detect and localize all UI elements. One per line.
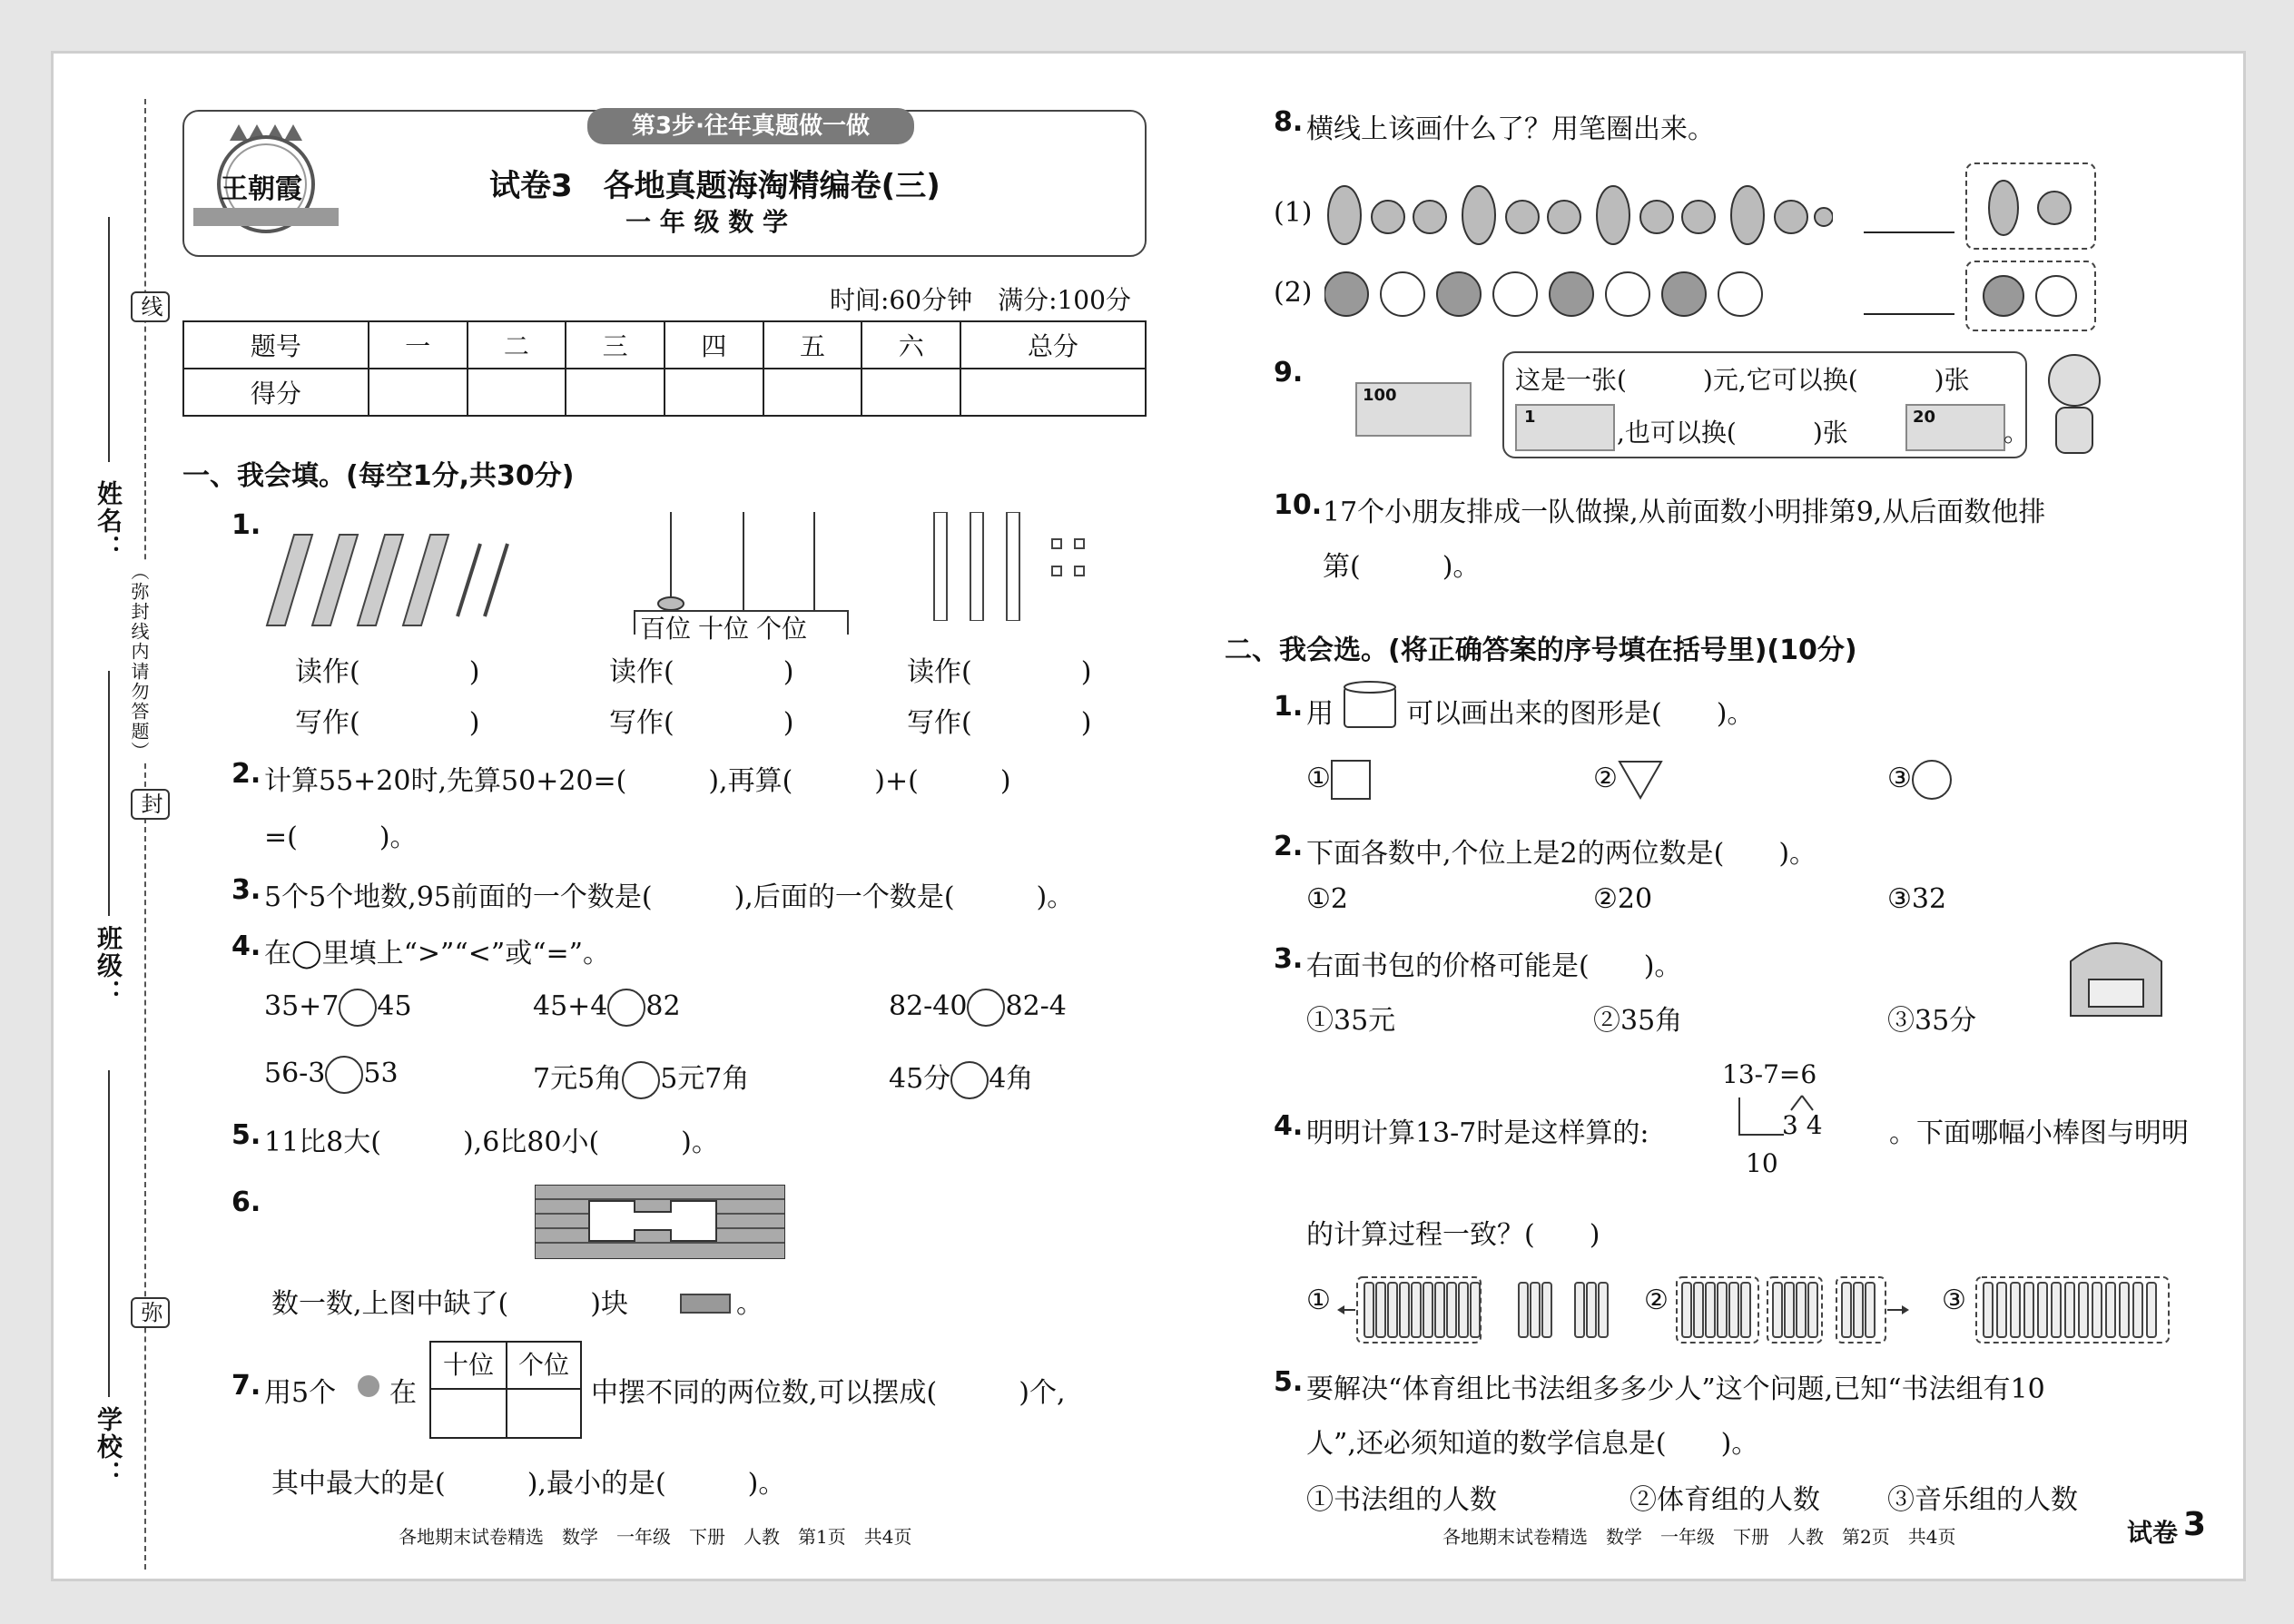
cylinder-image bbox=[1343, 680, 1397, 731]
q5-number: 5. bbox=[231, 1119, 261, 1151]
s4-equation: 13-7=6 bbox=[1722, 1059, 1817, 1089]
q8-2-options[interactable] bbox=[1965, 261, 2096, 331]
abacus-label-hundreds: 百位 bbox=[640, 614, 692, 644]
s3-option-2[interactable]: ②35角 bbox=[1593, 1005, 1683, 1037]
score-cell: 题号 bbox=[183, 321, 369, 369]
no-answer-note: （弥封线内请勿答题） bbox=[126, 562, 153, 762]
q6-text[interactable]: 数一数,上图中缺了( )块 bbox=[271, 1288, 628, 1320]
option-marker: ② bbox=[1593, 763, 1618, 794]
place-value-table[interactable] bbox=[429, 1341, 582, 1439]
place-value-ones: 个位 bbox=[507, 1343, 580, 1390]
sticks-figure-2 bbox=[1675, 1275, 1911, 1344]
q1-read-1[interactable]: 读作( ) bbox=[295, 656, 480, 688]
q8-1-blank[interactable] bbox=[1864, 231, 1954, 233]
girl-image bbox=[2038, 349, 2111, 458]
class-label: 班级： bbox=[94, 925, 123, 1007]
s5-line2[interactable]: 人”,还必须知道的数学信息是( )。 bbox=[1306, 1428, 1759, 1460]
bill-100 bbox=[1355, 382, 1472, 437]
s4-text-b: 。下面哪幅小棒图与明明 bbox=[1889, 1117, 2189, 1149]
compare-circle[interactable] bbox=[325, 1056, 363, 1094]
s1-text-a: 用 bbox=[1306, 698, 1334, 730]
fruit-pattern-image bbox=[1324, 166, 1833, 253]
cmp-right: 82-4 bbox=[1005, 990, 1067, 1022]
q7-text-d[interactable]: 其中最大的是( ),最小的是( )。 bbox=[271, 1468, 786, 1500]
s5-option-2[interactable]: ②体育组的人数 bbox=[1629, 1484, 1820, 1516]
triangle-shape bbox=[1618, 760, 1663, 800]
q6-end: 。 bbox=[736, 1288, 763, 1320]
q8-2-blank[interactable] bbox=[1864, 313, 1954, 315]
brick-icon bbox=[680, 1294, 731, 1314]
abacus-image bbox=[616, 507, 880, 644]
q9-line1[interactable]: 这是一张( )元,它可以换( )张 bbox=[1515, 365, 1970, 395]
compare-circle[interactable] bbox=[339, 989, 377, 1027]
q6-number: 6. bbox=[231, 1186, 261, 1218]
q9-number: 9. bbox=[1274, 357, 1304, 389]
s4-split-numbers: 3 4 bbox=[1782, 1110, 1823, 1140]
exam-sheet bbox=[51, 51, 2246, 1581]
q2-line2[interactable]: =( )。 bbox=[264, 822, 418, 853]
cmp-right: 4角 bbox=[989, 1063, 1034, 1095]
q1-write-3[interactable]: 写作( ) bbox=[907, 707, 1092, 739]
s2-number: 2. bbox=[1274, 831, 1304, 862]
cmp-right: 53 bbox=[363, 1058, 399, 1089]
q9-line3: 。 bbox=[2004, 418, 2030, 448]
q1-read-3[interactable]: 读作( ) bbox=[907, 656, 1092, 688]
school-bag-image bbox=[2062, 925, 2171, 1025]
s5-option-3[interactable]: ③音乐组的人数 bbox=[1887, 1484, 2078, 1516]
bill-20 bbox=[1905, 404, 2005, 451]
s2-option-2[interactable]: ②20 bbox=[1593, 883, 1653, 915]
score-input-cell[interactable] bbox=[763, 369, 862, 416]
sticks-figure-1 bbox=[1337, 1275, 1619, 1344]
cmp-right: 45 bbox=[377, 990, 412, 1022]
s1-option-2[interactable] bbox=[1593, 760, 1663, 800]
circle-shape bbox=[1912, 760, 1952, 800]
score-cell: 四 bbox=[665, 321, 763, 369]
exam-subtitle: 一 年 级 数 学 bbox=[625, 207, 788, 237]
score-cell: 二 bbox=[468, 321, 566, 369]
q10-number: 10. bbox=[1274, 489, 1323, 521]
place-value-divider bbox=[506, 1388, 507, 1437]
s4-option-1[interactable]: ① bbox=[1306, 1284, 1331, 1316]
place-value-tens: 十位 bbox=[431, 1343, 507, 1390]
cmp-left: 45分 bbox=[889, 1063, 951, 1095]
cmp-item bbox=[264, 989, 412, 1027]
s4-text-c[interactable]: 的计算过程一致？( ) bbox=[1306, 1219, 1600, 1251]
cmp-left: 56-3 bbox=[264, 1058, 326, 1089]
score-input-cell[interactable] bbox=[665, 369, 763, 416]
compare-circle[interactable] bbox=[950, 1061, 989, 1099]
page1-footer: 各地期末试卷精选 数学 一年级 下册 人教 第1页 共4页 bbox=[399, 1526, 912, 1548]
paper-label: 试卷 bbox=[2127, 1518, 2179, 1548]
q3-text[interactable]: 5个5个地数,95前面的一个数是( ),后面的一个数是( )。 bbox=[264, 881, 1075, 913]
s5-line1: 要解决“体育组比书法组多多少人”这个问题,已知“书法组有10 bbox=[1306, 1373, 2045, 1405]
abacus-label-ones: 个位 bbox=[756, 614, 808, 644]
s5-number: 5. bbox=[1274, 1366, 1304, 1398]
s4-split-lines bbox=[1784, 1094, 1820, 1112]
q1-number: 1. bbox=[231, 509, 261, 541]
s4-option-2[interactable]: ② bbox=[1644, 1284, 1669, 1316]
q4-text: 在◯里填上“>”“<”或“=”。 bbox=[264, 938, 611, 969]
q2-number: 2. bbox=[231, 758, 261, 790]
margin-line-mark: 线 bbox=[131, 291, 170, 322]
q10-line2[interactable]: 第( )。 bbox=[1323, 551, 1481, 583]
q7-number: 7. bbox=[231, 1370, 261, 1402]
s1-number: 1. bbox=[1274, 691, 1304, 723]
paper-number: 3 bbox=[2183, 1506, 2207, 1543]
cmp-item bbox=[889, 989, 1067, 1027]
s4-text-a: 明明计算13-7时是这样算的: bbox=[1306, 1117, 1649, 1149]
q2-line1[interactable]: 计算55+20时,先算50+20=( ),再算( )+( ) bbox=[264, 765, 1011, 797]
page2-footer: 各地期末试卷精选 数学 一年级 下册 人教 第2页 共4页 bbox=[1442, 1526, 1956, 1548]
bill-1-value: 1 bbox=[1524, 408, 1536, 427]
score-cell: 得分 bbox=[183, 369, 369, 416]
q7-text-c[interactable]: 中摆不同的两位数,可以摆成( )个, bbox=[591, 1377, 1066, 1409]
exam-title: 试卷3 各地真题海淘精编卷(三) bbox=[489, 168, 940, 204]
brick-wall-image bbox=[535, 1185, 785, 1259]
name-blank[interactable] bbox=[108, 217, 110, 462]
s4-ten: 10 bbox=[1746, 1148, 1778, 1178]
s2-text[interactable]: 下面各数中,个位上是2的两位数是( )。 bbox=[1306, 838, 1817, 870]
abacus-label-tens: 十位 bbox=[698, 614, 750, 644]
q9-line2[interactable]: ,也可以换( )张 bbox=[1617, 418, 1848, 448]
s3-number: 3. bbox=[1274, 943, 1304, 975]
stick-bundles-image bbox=[258, 526, 530, 635]
cmp-item bbox=[533, 1056, 749, 1099]
bead-icon bbox=[358, 1375, 379, 1397]
q7-text-a: 用5个 bbox=[264, 1377, 337, 1409]
cmp-item bbox=[533, 989, 681, 1027]
s1-option-3[interactable] bbox=[1887, 760, 1952, 800]
sticks-figure-3 bbox=[1974, 1275, 2174, 1344]
s3-option-1[interactable]: ①35元 bbox=[1306, 1005, 1396, 1037]
score-cell: 六 bbox=[861, 321, 960, 369]
q5-text[interactable]: 11比8大( ),6比80小( )。 bbox=[264, 1127, 719, 1158]
square-shape bbox=[1331, 760, 1371, 800]
score-cell: 五 bbox=[763, 321, 862, 369]
cube-columns-image bbox=[925, 512, 1088, 621]
score-cell: 一 bbox=[369, 321, 468, 369]
part1-heading: 一、我会填。(每空1分,共30分) bbox=[182, 460, 575, 492]
bill-1 bbox=[1515, 404, 1615, 451]
logo bbox=[193, 121, 339, 242]
margin-seal-mark: 封 bbox=[131, 789, 170, 820]
cmp-left: 35+7 bbox=[264, 990, 340, 1022]
s3-text[interactable]: 右面书包的价格可能是( )。 bbox=[1306, 950, 1682, 982]
abacus-labels bbox=[640, 609, 807, 645]
s4-number: 4. bbox=[1274, 1110, 1304, 1142]
score-input-cell[interactable] bbox=[861, 369, 960, 416]
cmp-item bbox=[889, 1056, 1033, 1099]
logo-text: 王朝霞 bbox=[221, 173, 302, 205]
cmp-right: 82 bbox=[645, 990, 681, 1022]
score-input-cell[interactable] bbox=[960, 369, 1146, 416]
s2-option-1[interactable]: ①2 bbox=[1306, 883, 1348, 915]
score-cell: 三 bbox=[566, 321, 665, 369]
q8-1-label: (1) bbox=[1274, 197, 1313, 229]
s4-bracket bbox=[1738, 1097, 1784, 1136]
option-marker: ③ bbox=[1887, 763, 1912, 794]
q10-line1: 17个小朋友排成一队做操,从前面数小明排第9,从后面数他排 bbox=[1323, 497, 2046, 528]
score-table bbox=[182, 320, 1147, 417]
q1-write-2[interactable]: 写作( ) bbox=[609, 707, 794, 739]
score-input-cell[interactable] bbox=[566, 369, 665, 416]
cmp-left: 45+4 bbox=[533, 990, 608, 1022]
score-cell: 总分 bbox=[960, 321, 1146, 369]
cmp-left: 82-40 bbox=[889, 990, 968, 1022]
score-input-cell[interactable] bbox=[369, 369, 468, 416]
cmp-item bbox=[264, 1056, 399, 1094]
option-marker: ① bbox=[1306, 763, 1331, 794]
q8-2-label: (2) bbox=[1274, 277, 1313, 309]
bill-100-value: 100 bbox=[1363, 386, 1397, 405]
s1-option-1[interactable] bbox=[1306, 760, 1371, 800]
flower-pattern-image bbox=[1324, 262, 1797, 326]
class-blank[interactable] bbox=[108, 671, 110, 916]
q8-1-options[interactable] bbox=[1965, 162, 2096, 250]
bill-20-value: 20 bbox=[1913, 408, 1936, 427]
school-label: 学校： bbox=[94, 1406, 123, 1488]
margin-mi-mark: 弥 bbox=[131, 1297, 170, 1328]
score-table-score-row bbox=[183, 369, 1146, 416]
q4-number: 4. bbox=[231, 930, 261, 962]
s3-option-3[interactable]: ③35分 bbox=[1887, 1005, 1977, 1037]
q8-number: 8. bbox=[1274, 106, 1304, 138]
compare-circle[interactable] bbox=[967, 989, 1005, 1027]
q7-text-b: 在 bbox=[389, 1377, 417, 1409]
cmp-left: 7元5角 bbox=[533, 1063, 623, 1095]
q1-write-1[interactable]: 写作( ) bbox=[295, 707, 480, 739]
compare-circle[interactable] bbox=[607, 989, 645, 1027]
s4-option-3[interactable]: ③ bbox=[1942, 1284, 1966, 1316]
score-input-cell[interactable] bbox=[468, 369, 566, 416]
s5-option-1[interactable]: ①书法组的人数 bbox=[1306, 1484, 1497, 1516]
compare-circle[interactable] bbox=[622, 1061, 660, 1099]
part2-heading: 二、我会选。(将正确答案的序号填在括号里)(10分) bbox=[1225, 635, 1857, 666]
score-table-header-row bbox=[183, 321, 1146, 369]
name-label: 姓名： bbox=[94, 480, 123, 562]
q1-read-2[interactable]: 读作( ) bbox=[609, 656, 794, 688]
q8-text: 横线上该画什么了？用笔圈出来。 bbox=[1306, 113, 1715, 145]
s1-text-b[interactable]: 可以画出来的图形是( )。 bbox=[1406, 698, 1755, 730]
step-badge: 第3步·往年真题做一做 bbox=[587, 108, 914, 144]
cmp-right: 5元7角 bbox=[660, 1063, 750, 1095]
q3-number: 3. bbox=[231, 874, 261, 906]
s2-option-3[interactable]: ③32 bbox=[1887, 883, 1947, 915]
school-blank[interactable] bbox=[108, 1070, 110, 1397]
time-score: 时间:60分钟 满分:100分 bbox=[830, 285, 1131, 315]
